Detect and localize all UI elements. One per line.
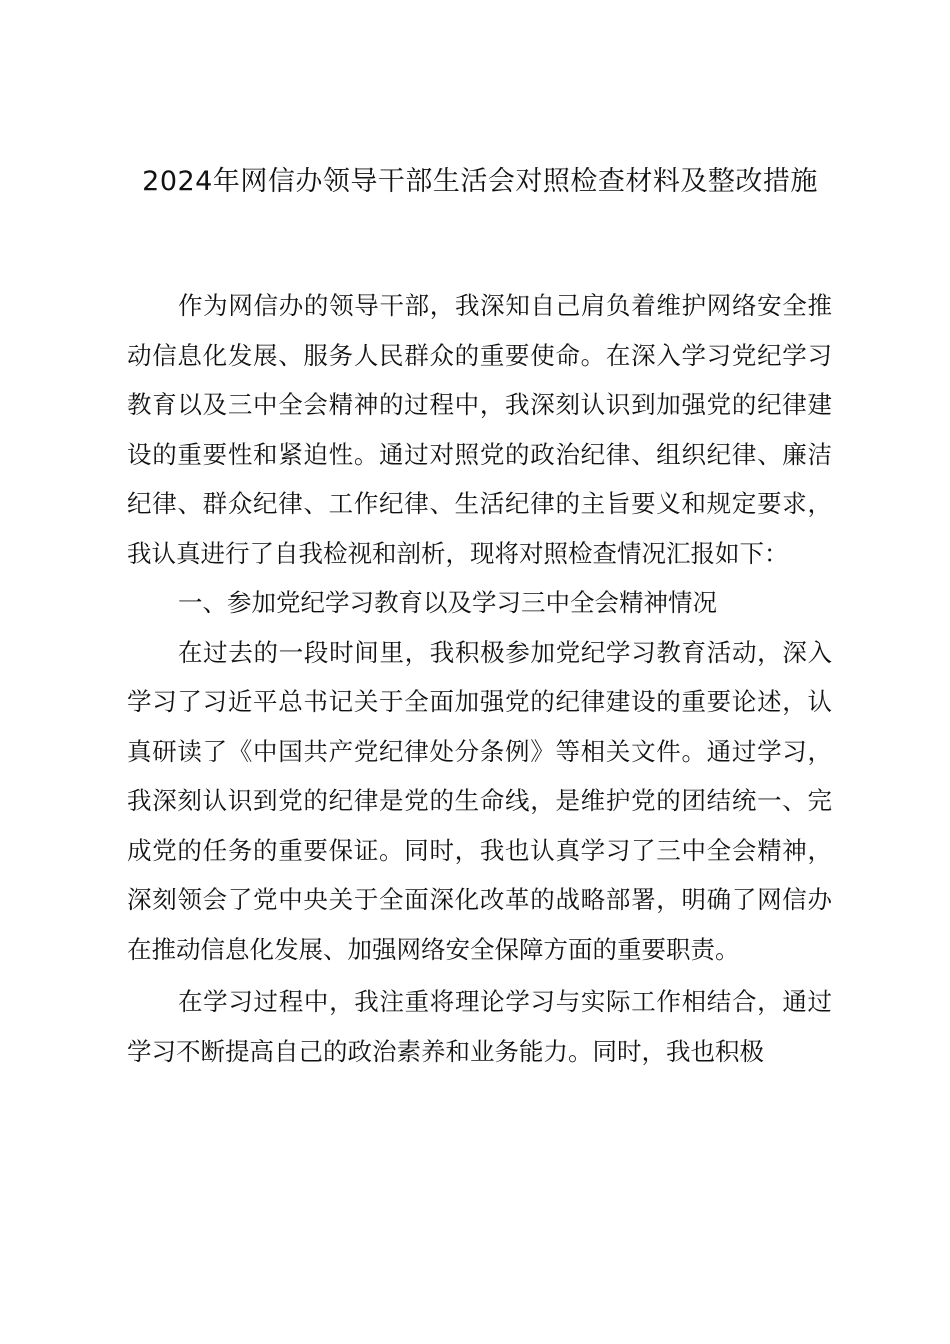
body-paragraph: 在学习过程中，我注重将理论学习与实际工作相结合，通过学习不断提高自己的政治素养和业务能力。同时，我也积极 bbox=[127, 987, 832, 1066]
section-heading: 一、参加党纪学习教育以及学习三中全会精神情况 bbox=[178, 588, 717, 617]
document-title: 2024年网信办领导干部生活会对照检查材料及整改措施 bbox=[142, 166, 818, 197]
body-paragraph: 在过去的一段时间里，我积极参加党纪学习教育活动，深入学习了习近平总书记关于全面加强党的纪律建设的重要论述，认真研读了《中国共产党纪律处分条例》等相关文件。通过学习，我深刻认识到党的纪律是党的生命线，是维护党的团结统一、完成党的任务的重要保证。同时，我也认真学习了三中全会精神，深刻领会了党中央关于全面深化改革的战略部署，明确了网信办在推动信息化发展、加强网络安全保障方面的重要职责。 bbox=[127, 637, 832, 964]
intro-paragraph: 作为网信办的领导干部，我深知自己肩负着维护网络安全推动信息化发展、服务人民群众的重要使命。在深入学习党纪学习教育以及三中全会精神的过程中，我深刻认识到加强党的纪律建设的重要性和紧迫性。通过对照党的政治纪律、组织纪律、廉洁纪律、群众纪律、工作纪律、生活纪律的主旨要义和规定要求，我认真进行了自我检视和剖析，现将对照检查情况汇报如下： bbox=[127, 291, 832, 568]
document-body bbox=[127, 281, 832, 1076]
